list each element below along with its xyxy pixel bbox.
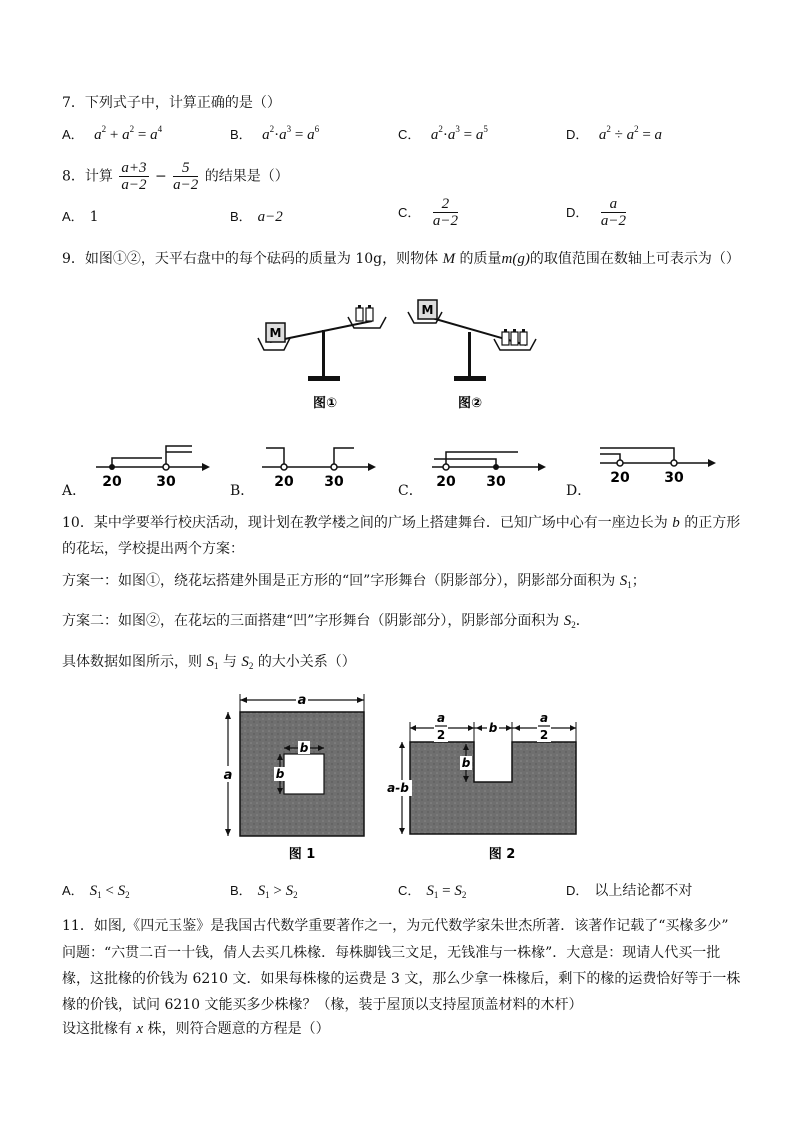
svg-text:30: 30 bbox=[486, 474, 506, 490]
q9-option-c-key[interactable]: C． bbox=[398, 483, 423, 499]
option-key: D． bbox=[566, 127, 589, 142]
q10-option-b[interactable]: B． $S_1 > S_2$ bbox=[230, 883, 298, 900]
q10-plan-2: 方案二：如图②，在花坛的三面搭建“凹”字形舞台（阴影部分），阴影部分面积为 $S_2$． bbox=[62, 613, 590, 630]
figure-2-concave-stage bbox=[384, 710, 576, 862]
q9-option-a-key[interactable]: A． bbox=[62, 483, 87, 499]
svg-text:a: a bbox=[223, 768, 233, 783]
q10-line-1: 10．某中学要举行校庆活动，现计划在教学楼之间的广场上搭建舞台．已知广场中心有一座边长为 b 的正方形 bbox=[62, 515, 741, 531]
svg-text:b: b bbox=[461, 756, 471, 770]
q10-option-d[interactable]: D． 以上结论都不对 bbox=[566, 883, 693, 899]
q10-option-c[interactable]: C． $S_1 = S_2$ bbox=[398, 883, 467, 900]
svg-text:b: b bbox=[275, 767, 285, 781]
svg-text:2: 2 bbox=[436, 728, 446, 742]
svg-text:30: 30 bbox=[664, 470, 684, 486]
math-expr: $a^2\cdot a^3 = a^6$ bbox=[262, 124, 320, 143]
option-key: C． bbox=[398, 127, 421, 142]
svg-text:b: b bbox=[488, 721, 498, 735]
balance-figures bbox=[240, 290, 560, 420]
svg-text:20: 20 bbox=[274, 474, 294, 490]
q10-line-2: 的花坛，学校提出两个方案： bbox=[62, 541, 244, 557]
q11-line-2: 问题：“六贯二百一十钱，倩人去买几株椽．每株脚钱三文足，无钱准与一株椽”．大意是：现请人代买一批 bbox=[62, 945, 721, 961]
fig2-caption: 图 2 bbox=[488, 847, 516, 862]
q8-option-b[interactable]: B． a−2 bbox=[230, 209, 283, 225]
math-expr: $a^2 \div a^2 = a$ bbox=[598, 124, 663, 143]
q9-option-d-numberline[interactable] bbox=[596, 436, 720, 486]
fig1-caption: 图 1 bbox=[288, 847, 316, 862]
svg-text:20: 20 bbox=[436, 474, 456, 490]
q11-line-3: 椽，这批椽的价钱为 6210 文．如果每株椽的运费是 3 文，那么少拿一株椽后，剩下的椽的运费恰好等于一株 bbox=[62, 971, 741, 987]
balance-figure-1 bbox=[258, 305, 386, 411]
q11-line-5: 设这批椽有 x 株，则符合题意的方程是（） bbox=[62, 1021, 330, 1037]
q9-option-b-numberline[interactable] bbox=[258, 440, 378, 490]
q8-option-a[interactable]: A． 1 bbox=[62, 209, 99, 225]
q10-option-a[interactable]: A． $S_1 < S_2$ bbox=[62, 883, 130, 900]
q11-line-4: 椽的价钱，试问 6210 文能买多少株椽？（椽，装于屋顶以支持屋顶盖材料的木杆） bbox=[62, 997, 583, 1013]
q9-option-c-numberline[interactable] bbox=[428, 440, 548, 490]
q9-stem: 9．如图①②，天平右盘中的每个砝码的质量为 10g，则物体 M 的质量m(g)的取值范围在数轴上可表示为（） bbox=[62, 251, 740, 267]
q8-stem: 8．计算 $\frac{a+3}{a-2}$ − $\frac{5}{a-2}$ 的结果是（） bbox=[62, 160, 289, 193]
q9-option-a-numberline[interactable] bbox=[92, 440, 212, 490]
svg-text:2: 2 bbox=[539, 728, 549, 742]
svg-text:30: 30 bbox=[156, 474, 176, 490]
math-expr: $a^2 + a^2 = a^4$ bbox=[94, 124, 163, 143]
q8-option-d[interactable]: D． $\frac{a}{a-2}$ bbox=[566, 196, 626, 229]
q7-option-d[interactable] bbox=[566, 124, 662, 144]
q8-option-c[interactable]: C． $\frac{2}{a-2}$ bbox=[398, 196, 458, 229]
svg-text:30: 30 bbox=[324, 474, 344, 490]
svg-text:b: b bbox=[299, 741, 309, 755]
svg-text:M: M bbox=[421, 303, 434, 317]
svg-text:M: M bbox=[269, 326, 282, 340]
svg-text:a: a bbox=[436, 711, 446, 725]
q7-stem: 7．下列式子中，计算正确的是（） bbox=[62, 95, 281, 111]
q10-figures bbox=[214, 688, 584, 868]
q11-line-1: 11．如图,《四元玉鉴》是我国古代数学重要著作之一，为元代数学家朱世杰所著．该著作记载了“买椽多少” bbox=[62, 918, 729, 934]
math-expr: $a^2\cdot a^3 = a^5$ bbox=[430, 124, 488, 143]
fig2-caption: 图② bbox=[457, 396, 483, 411]
svg-text:a: a bbox=[297, 693, 307, 708]
fraction-2: $\frac{5}{a-2}$ bbox=[173, 160, 199, 193]
option-key: B． bbox=[230, 127, 252, 142]
q10-plan-1: 方案一：如图①，绕花坛搭建外围是正方形的“回”字形舞台（阴影部分），阴影部分面积为 $S_1$； bbox=[62, 573, 646, 590]
fraction-1: $\frac{a+3}{a-2}$ bbox=[121, 160, 147, 193]
svg-text:a-b: a-b bbox=[387, 781, 409, 795]
option-key: A． bbox=[62, 127, 84, 142]
fig1-caption: 图① bbox=[312, 396, 338, 411]
q7-option-a[interactable] bbox=[62, 124, 162, 144]
q7-option-c[interactable] bbox=[398, 124, 488, 144]
q7-option-b[interactable] bbox=[230, 124, 319, 144]
svg-text:20: 20 bbox=[610, 470, 630, 486]
q9-option-b-key[interactable]: B． bbox=[230, 483, 255, 499]
svg-text:a: a bbox=[539, 711, 549, 725]
svg-text:20: 20 bbox=[102, 474, 122, 490]
q9-option-d-key[interactable]: D． bbox=[566, 483, 592, 499]
balance-figure-2 bbox=[408, 300, 536, 411]
q10-ask: 具体数据如图所示，则 $S_1$ 与 $S_2$ 的大小关系（） bbox=[62, 654, 356, 671]
figure-1-square-stage bbox=[222, 692, 364, 862]
